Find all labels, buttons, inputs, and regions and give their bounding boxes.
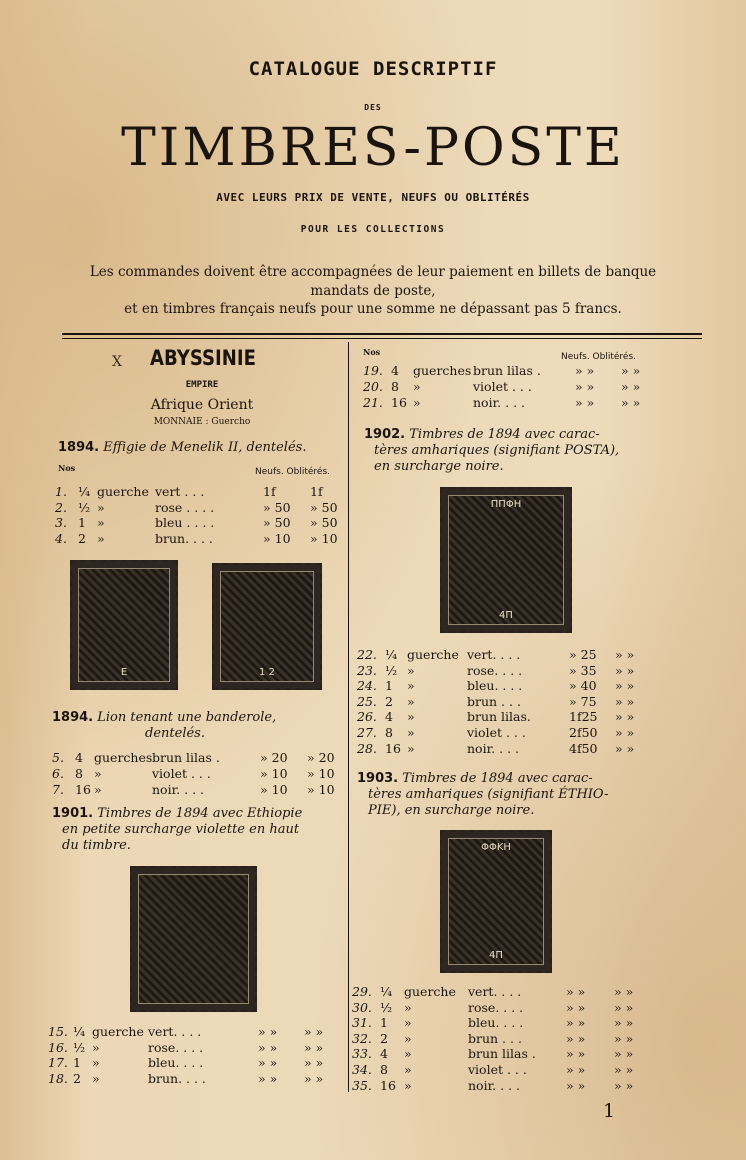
row-number: 33. bbox=[352, 1046, 372, 1062]
stamp-ethiopie-overprint-image bbox=[440, 830, 552, 973]
row-denomination: 4 bbox=[385, 709, 393, 725]
notice-line-1: Les commandes doivent être accompagnées de leur paiement en billets de banque bbox=[89, 264, 657, 280]
row-denomination: 2 bbox=[385, 693, 393, 709]
row-price-used: » » bbox=[621, 395, 641, 410]
row-price-new: » » bbox=[575, 379, 595, 394]
row-price-used: » » bbox=[621, 363, 641, 378]
row-denomination: 8 bbox=[385, 725, 393, 740]
row-price-new: » 35 bbox=[569, 662, 597, 678]
stamp-row bbox=[352, 1078, 652, 1093]
row-colour: brun . . . bbox=[467, 693, 521, 709]
row-number: 23. bbox=[357, 662, 377, 678]
row-price-new: » » bbox=[566, 1062, 586, 1077]
row-price-used: 1f bbox=[310, 484, 323, 499]
row-unit: » bbox=[404, 1030, 412, 1046]
stamp-row bbox=[357, 694, 657, 709]
row-colour: rose. . . . bbox=[468, 999, 524, 1015]
row-price-used: » » bbox=[615, 709, 635, 725]
section-1903-heading bbox=[357, 771, 593, 787]
row-colour: noir. . . . bbox=[468, 1077, 520, 1093]
row-price-used: » » bbox=[614, 1062, 634, 1077]
empire-label: EMPIRE bbox=[185, 380, 219, 390]
row-price-new: » » bbox=[566, 1030, 586, 1046]
row-denomination: 8 bbox=[380, 1062, 388, 1077]
row-price-used: » » bbox=[304, 1070, 324, 1086]
row-colour: brun lilas . bbox=[468, 1046, 536, 1062]
section-1903-year: 1903. bbox=[357, 771, 399, 786]
stamp-row bbox=[48, 1040, 348, 1055]
row-price-new: 1f25 bbox=[569, 709, 598, 725]
row-unit: » bbox=[404, 999, 412, 1015]
row-number: 20. bbox=[363, 379, 383, 394]
stamp-posta-overprint: ΠΠΦΗ bbox=[490, 499, 522, 510]
section-1901-heading bbox=[52, 806, 302, 822]
section-1902-text-1: Timbres de 1894 avec carac- bbox=[409, 427, 600, 442]
row-price-new: » » bbox=[566, 1046, 586, 1062]
row-price-used: » » bbox=[615, 662, 635, 678]
row-price-used: » » bbox=[615, 725, 635, 740]
page-number: 1 bbox=[603, 1100, 616, 1122]
row-unit: » bbox=[404, 1077, 412, 1093]
stamp-ethiopie-image bbox=[130, 866, 257, 1012]
row-number: 5. bbox=[52, 750, 64, 765]
row-price-used: » » bbox=[304, 1055, 324, 1070]
stamp-row bbox=[52, 782, 352, 797]
section-1901-year: 1901. bbox=[52, 806, 94, 821]
section-1894-heading bbox=[58, 440, 306, 456]
row-number: 32. bbox=[352, 1030, 372, 1046]
section-1902-line-2 bbox=[374, 443, 619, 459]
stamp-row bbox=[357, 709, 657, 724]
section-lion-text-2-wrap bbox=[0, 726, 350, 742]
row-number: 22. bbox=[357, 647, 377, 662]
row-colour: brun lilas . bbox=[152, 750, 220, 765]
stamp-row bbox=[52, 766, 352, 781]
row-number: 2. bbox=[55, 499, 67, 515]
row-number: 15. bbox=[48, 1024, 68, 1039]
row-number: 19. bbox=[363, 363, 383, 378]
row-colour: violet . . . bbox=[152, 766, 211, 781]
row-price-used: » » bbox=[614, 1015, 634, 1031]
row-unit: » bbox=[404, 1046, 412, 1062]
row-denomination: 16 bbox=[385, 740, 401, 756]
row-unit: » bbox=[94, 782, 102, 797]
row-price-new: » » bbox=[566, 1015, 586, 1031]
row-price-new: » » bbox=[258, 1024, 278, 1039]
row-unit: » bbox=[413, 379, 421, 394]
row-price-new: » » bbox=[258, 1055, 278, 1070]
stamp-menelik-value: E bbox=[120, 667, 128, 678]
row-unit: guerche bbox=[92, 1024, 144, 1039]
row-unit: » bbox=[407, 725, 415, 740]
row-colour: vert. . . . bbox=[148, 1024, 202, 1039]
row-number: 28. bbox=[357, 740, 377, 756]
row-price-used: » » bbox=[614, 1046, 634, 1062]
stamp-row bbox=[363, 363, 663, 378]
row-number: 16. bbox=[48, 1039, 68, 1055]
stamp-row bbox=[55, 515, 355, 530]
row-denomination: ½ bbox=[380, 999, 393, 1015]
row-number: 30. bbox=[352, 999, 372, 1015]
row-unit: » bbox=[407, 709, 415, 725]
row-denomination: 1 bbox=[385, 678, 393, 694]
row-price-used: » 50 bbox=[310, 499, 338, 515]
row-colour: violet . . . bbox=[467, 725, 526, 740]
row-number: 17. bbox=[48, 1055, 68, 1070]
row-colour: rose. . . . bbox=[467, 662, 523, 678]
row-colour: brun lilas. bbox=[467, 709, 531, 725]
section-lion-text-2: dentelés. bbox=[145, 726, 205, 741]
stamp-row bbox=[357, 741, 657, 756]
row-number: 29. bbox=[352, 984, 372, 999]
row-denomination: ½ bbox=[73, 1039, 86, 1055]
row-price-used: » 10 bbox=[310, 530, 338, 546]
section-1902-year: 1902. bbox=[364, 427, 406, 442]
row-price-new: » 10 bbox=[263, 530, 291, 546]
column-divider bbox=[348, 342, 349, 1092]
row-price-used: » » bbox=[621, 379, 641, 394]
row-price-used: » » bbox=[614, 984, 634, 999]
row-unit: » bbox=[92, 1055, 100, 1070]
row-price-used: » 50 bbox=[310, 515, 338, 530]
row-denomination: 16 bbox=[380, 1077, 396, 1093]
row-denomination: 2 bbox=[78, 530, 86, 546]
section-1903-line-3 bbox=[368, 803, 534, 819]
stamp-row bbox=[55, 484, 355, 499]
stamp-row bbox=[352, 1062, 652, 1077]
stamp-row bbox=[48, 1071, 348, 1086]
nos-label: Nos bbox=[58, 463, 76, 473]
row-price-used: » » bbox=[615, 740, 635, 756]
row-number: 24. bbox=[357, 678, 377, 694]
row-price-new: » 20 bbox=[260, 750, 288, 765]
section-1901-line-3 bbox=[62, 838, 131, 854]
country-title: ABYSSINIE bbox=[150, 346, 256, 370]
stamp-row bbox=[352, 1015, 652, 1030]
section-1901-text-3: du timbre. bbox=[62, 838, 131, 853]
row-unit: guerche bbox=[407, 647, 459, 662]
row-unit: » bbox=[407, 740, 415, 756]
row-price-used: » » bbox=[615, 678, 635, 694]
row-denomination: 16 bbox=[391, 395, 407, 410]
stamp-row bbox=[55, 531, 355, 546]
row-unit: » bbox=[97, 515, 105, 530]
row-colour: violet . . . bbox=[473, 379, 532, 394]
stamp-menelik-image bbox=[70, 560, 178, 690]
row-price-used: » 10 bbox=[307, 766, 335, 781]
stamp-row bbox=[352, 984, 652, 999]
stamp-row bbox=[357, 663, 657, 678]
row-denomination: 2 bbox=[73, 1070, 81, 1086]
catalogue-title: CATALOGUE DESCRIPTIF bbox=[248, 58, 498, 80]
row-price-new: » » bbox=[258, 1070, 278, 1086]
stamp-ethiopie-value: 4Π bbox=[489, 950, 503, 961]
stamp-posta-image bbox=[440, 487, 572, 633]
row-colour: noir. . . . bbox=[473, 395, 525, 410]
section-1902-text-3: en surcharge noire. bbox=[374, 459, 504, 474]
header-rule-bottom bbox=[62, 338, 702, 339]
row-price-used: » » bbox=[615, 647, 635, 662]
stamp-row bbox=[48, 1055, 348, 1070]
row-colour: noir. . . . bbox=[152, 782, 204, 797]
section-1894-year: 1894. bbox=[58, 440, 100, 455]
stamp-row bbox=[357, 678, 657, 693]
row-denomination: 1 bbox=[380, 1015, 388, 1031]
title-des: DES bbox=[364, 103, 382, 112]
stamp-row bbox=[352, 1000, 652, 1015]
section-1903-text-1: Timbres de 1894 avec carac- bbox=[402, 771, 593, 786]
row-number: 26. bbox=[357, 709, 377, 725]
row-number: 7. bbox=[52, 782, 64, 797]
row-price-new: » 50 bbox=[263, 515, 291, 530]
row-colour: vert. . . . bbox=[468, 984, 522, 999]
row-price-used: » » bbox=[614, 1077, 634, 1093]
row-colour: bleu. . . . bbox=[148, 1055, 204, 1070]
row-unit: guerche bbox=[404, 984, 456, 999]
row-price-used: » » bbox=[614, 1030, 634, 1046]
order-notice bbox=[40, 263, 706, 319]
main-title: TIMBRES-POSTE bbox=[121, 118, 625, 178]
section-lion-heading bbox=[52, 710, 276, 726]
stamp-row bbox=[357, 647, 657, 662]
row-price-new: » » bbox=[575, 363, 595, 378]
row-colour: vert. . . . bbox=[467, 647, 521, 662]
row-number: 4. bbox=[55, 530, 67, 546]
row-price-new: » 10 bbox=[260, 766, 288, 781]
row-unit: » bbox=[404, 1062, 412, 1077]
row-denomination: 4 bbox=[75, 750, 83, 765]
row-colour: brun . . . bbox=[468, 1030, 522, 1046]
row-price-used: » 10 bbox=[307, 782, 335, 797]
row-number: 3. bbox=[55, 515, 67, 530]
notice-line-2: mandats de poste, bbox=[310, 282, 436, 299]
row-colour: rose. . . . bbox=[148, 1039, 204, 1055]
stamp-lion-image bbox=[212, 563, 322, 690]
row-colour: bleu. . . . bbox=[467, 678, 523, 694]
row-unit: » bbox=[407, 678, 415, 694]
subtitle-collections: POUR LES COLLECTIONS bbox=[300, 224, 446, 235]
stamp-posta-value: 4Π bbox=[499, 610, 513, 621]
section-lion-text-1: Lion tenant une banderole, bbox=[97, 710, 277, 725]
price-columns-label: Neufs. Oblitérés. bbox=[255, 467, 331, 477]
section-1901-text-1: Timbres de 1894 avec Ethiopie bbox=[97, 806, 303, 821]
row-denomination: 8 bbox=[391, 379, 399, 394]
section-1903-text-2: tères amhariques (signifiant ÉTHIO- bbox=[368, 787, 609, 802]
stamp-row bbox=[363, 395, 663, 410]
row-denomination: 2 bbox=[380, 1030, 388, 1046]
row-price-new: 2f50 bbox=[569, 725, 598, 740]
stamp-lion-value: 1 2 bbox=[259, 667, 275, 678]
row-price-used: » » bbox=[304, 1039, 324, 1055]
row-colour: brun. . . . bbox=[155, 530, 213, 546]
row-colour: vert . . . bbox=[155, 484, 205, 499]
row-denomination: ½ bbox=[385, 662, 398, 678]
row-denomination: ¼ bbox=[385, 647, 398, 662]
row-denomination: ¼ bbox=[78, 484, 91, 499]
row-price-new: » » bbox=[566, 984, 586, 999]
row-number: 6. bbox=[52, 766, 64, 781]
row-price-new: 1f bbox=[263, 484, 276, 499]
row-unit: » bbox=[407, 662, 415, 678]
row-price-used: » 20 bbox=[307, 750, 335, 765]
section-1903-line-2 bbox=[368, 787, 608, 803]
row-colour: brun. . . . bbox=[148, 1070, 206, 1086]
row-price-new: 4f50 bbox=[569, 740, 598, 756]
section-1903-text-3: PIE), en surcharge noire. bbox=[368, 803, 535, 818]
row-number: 31. bbox=[352, 1015, 372, 1031]
row-unit: guerches bbox=[413, 363, 472, 378]
row-number: 21. bbox=[363, 395, 383, 410]
pencil-mark: X bbox=[112, 354, 122, 370]
row-price-new: » 10 bbox=[260, 782, 288, 797]
row-number: 18. bbox=[48, 1070, 68, 1086]
row-denomination: ¼ bbox=[380, 984, 393, 999]
row-number: 1. bbox=[55, 484, 67, 499]
row-price-used: » » bbox=[614, 999, 634, 1015]
row-colour: bleu . . . . bbox=[155, 515, 215, 530]
row-price-new: » » bbox=[566, 999, 586, 1015]
row-unit: » bbox=[97, 499, 105, 515]
row-price-new: » 25 bbox=[569, 647, 597, 662]
row-price-new: » 50 bbox=[263, 499, 291, 515]
row-denomination: 4 bbox=[380, 1046, 388, 1062]
header-rule-top bbox=[62, 333, 702, 335]
right-price-columns-label: Neufs. Oblitérés. bbox=[561, 352, 637, 362]
section-1901-line-2 bbox=[62, 822, 299, 838]
stamp-ethiopie-overprint: ΦΦΚΗ bbox=[481, 842, 511, 853]
row-price-used: » » bbox=[304, 1024, 324, 1039]
row-price-new: » 75 bbox=[569, 693, 597, 709]
section-1901-text-2: en petite surcharge violette en haut bbox=[62, 822, 300, 837]
row-denomination: 1 bbox=[78, 515, 86, 530]
region-label: Afrique Orient bbox=[150, 397, 254, 413]
row-denomination: 4 bbox=[391, 363, 399, 378]
row-price-new: » » bbox=[566, 1077, 586, 1093]
row-unit: » bbox=[92, 1070, 100, 1086]
stamp-row bbox=[363, 379, 663, 394]
row-colour: rose . . . . bbox=[155, 499, 215, 515]
right-nos-label: Nos bbox=[363, 347, 381, 357]
section-1894-text: Effigie de Menelik II, dentelés. bbox=[103, 440, 307, 455]
row-denomination: 8 bbox=[75, 766, 83, 781]
row-colour: bleu. . . . bbox=[468, 1015, 524, 1031]
row-unit: » bbox=[404, 1015, 412, 1031]
subtitle: AVEC LEURS PRIX DE VENTE, NEUFS OU OBLITÉRÉS bbox=[216, 191, 530, 204]
row-denomination: 1 bbox=[73, 1055, 81, 1070]
notice-line-3: et en timbres français neufs pour une somme ne dépassant pas 5 francs. bbox=[124, 301, 622, 317]
row-colour: brun lilas . bbox=[473, 363, 541, 378]
row-price-used: » » bbox=[615, 693, 635, 709]
row-unit: guerches bbox=[94, 750, 153, 765]
row-denomination: ½ bbox=[78, 499, 91, 515]
section-lion-year: 1894. bbox=[52, 710, 94, 725]
row-unit: guerche bbox=[97, 484, 149, 499]
stamp-row bbox=[55, 500, 355, 515]
row-colour: noir. . . . bbox=[467, 740, 519, 756]
row-unit: » bbox=[94, 766, 102, 781]
row-number: 25. bbox=[357, 693, 377, 709]
stamp-row bbox=[352, 1046, 652, 1061]
row-unit: » bbox=[413, 395, 421, 410]
section-1902-text-2: tères amhariques (signifiant POSTA), bbox=[374, 443, 620, 458]
row-number: 27. bbox=[357, 725, 377, 740]
row-number: 34. bbox=[352, 1062, 372, 1077]
stamp-row bbox=[352, 1031, 652, 1046]
row-denomination: 16 bbox=[75, 782, 91, 797]
stamp-row bbox=[357, 725, 657, 740]
section-1902-heading bbox=[364, 427, 600, 443]
currency-label: MONNAIE : Guercho bbox=[153, 417, 251, 427]
row-denomination: ¼ bbox=[73, 1024, 86, 1039]
stamp-row bbox=[52, 750, 352, 765]
row-price-new: » » bbox=[575, 395, 595, 410]
row-price-new: » 40 bbox=[569, 678, 597, 694]
row-unit: » bbox=[97, 530, 105, 546]
stamp-row bbox=[48, 1024, 348, 1039]
row-unit: » bbox=[407, 693, 415, 709]
row-unit: » bbox=[92, 1039, 100, 1055]
row-number: 35. bbox=[352, 1077, 372, 1093]
row-price-new: » » bbox=[258, 1039, 278, 1055]
row-colour: violet . . . bbox=[468, 1062, 527, 1077]
section-1902-line-3 bbox=[374, 459, 504, 475]
